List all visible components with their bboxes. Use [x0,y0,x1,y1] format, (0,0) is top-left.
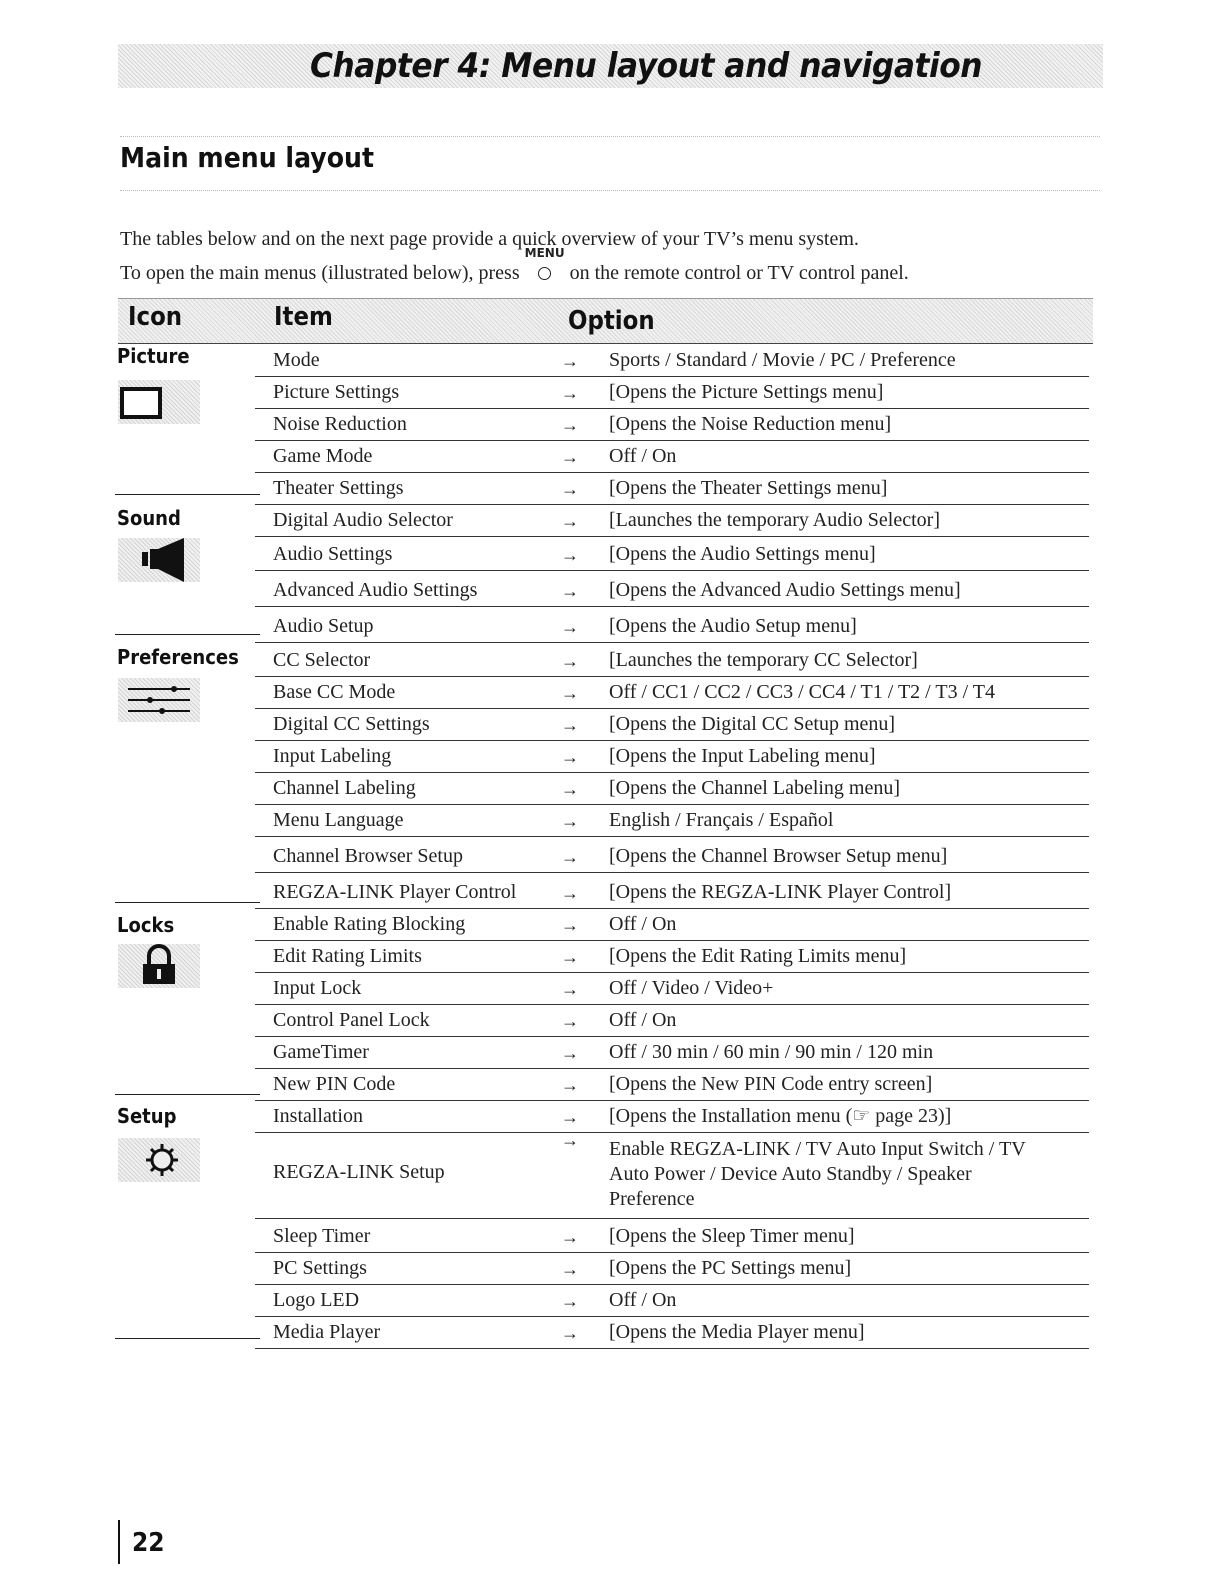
category-divider [115,902,260,903]
option-value: [Opens the Installation menu (☞ page 23)] [609,1105,952,1127]
option-value: Off / On [609,1289,677,1311]
item-label: Theater Settings [273,477,404,499]
header-item: Item [274,302,333,332]
option-value: [Opens the Edit Rating Limits menu] [609,945,907,967]
item-label: Digital Audio Selector [273,509,453,531]
arrow-icon: → [561,779,579,799]
table-row [255,1068,1089,1101]
option-value: Off / CC1 / CC2 / CC3 / CC4 / T1 / T2 / T3 / T4 [609,681,995,703]
table-row [255,408,1089,441]
option-value: [Opens the Input Labeling menu] [609,745,876,767]
arrow-icon: → [561,1107,579,1127]
category-setup: Setup [117,1104,177,1128]
section-title: Main menu layout [120,141,375,174]
table-row [255,570,1089,607]
intro-line-2 [120,246,909,285]
item-label: Audio Settings [273,543,393,565]
option-value: [Opens the Sleep Timer menu] [609,1225,855,1247]
arrow-icon: → [561,1043,579,1063]
item-label: Logo LED [273,1289,360,1311]
arrow-icon: → [561,715,579,735]
intro-line-1: The tables below and on the next page provide a quick overview of your TV’s menu system. [120,228,859,250]
table-row [255,1100,1089,1133]
page-number: 22 [132,1528,165,1558]
arrow-icon: → [561,581,579,601]
item-label: Game Mode [273,445,373,467]
arrow-icon: → [561,1259,579,1279]
item-label: Edit Rating Limits [273,945,422,967]
item-label: Sleep Timer [273,1225,371,1247]
item-label: GameTimer [273,1041,369,1063]
option-value: Off / On [609,913,677,935]
arrow-icon: → [561,979,579,999]
intro-line-2-end: on the remote control or TV control panel. [569,262,909,284]
arrow-icon: → [561,1011,579,1031]
option-value: English / Français / Español [609,809,834,831]
option-value: [Opens the Advanced Audio Settings menu] [609,579,961,601]
option-value: [Opens the REGZA-LINK Player Control] [609,881,952,903]
table-row [255,472,1089,505]
item-label: Noise Reduction [273,413,407,435]
option-value: [Opens the Picture Settings menu] [609,381,884,403]
speaker-icon [118,538,200,582]
category-divider [115,1094,260,1095]
chapter-title: Chapter 4: Menu layout and navigation [310,46,983,86]
section-rule-top [120,136,1100,137]
arrow-icon: → [561,651,579,671]
item-label: Enable Rating Blocking [273,913,466,935]
option-value: Off / On [609,445,677,467]
category-preferences: Preferences [117,645,239,669]
option-value: [Opens the New PIN Code entry screen] [609,1073,933,1095]
table-row [255,1036,1089,1069]
arrow-icon: → [561,545,579,565]
item-label: REGZA-LINK Player Control [273,881,517,903]
option-value: [Opens the Channel Labeling menu] [609,777,901,799]
table-row [255,908,1089,941]
arrow-icon: → [561,511,579,531]
item-label: Channel Labeling [273,777,416,799]
table-row [255,1252,1089,1285]
table-row [255,504,1089,537]
item-label: New PIN Code [273,1073,396,1095]
option-value: [Opens the Audio Setup menu] [609,615,857,637]
table-row [255,740,1089,773]
table-row [255,676,1089,709]
table-row [255,1284,1089,1317]
arrow-icon: → [561,1291,579,1311]
table-row [255,972,1089,1005]
arrow-icon: → [561,1130,579,1150]
item-label: Menu Language [273,809,404,831]
item-label: Input Labeling [273,745,392,767]
item-label: Channel Browser Setup [273,845,463,867]
arrow-icon: → [561,447,579,467]
arrow-icon: → [561,947,579,967]
menu-key-icon [524,246,565,285]
table-row [255,804,1089,837]
table-row [255,1218,1089,1253]
option-value: [Opens the PC Settings menu] [609,1257,852,1279]
item-label: PC Settings [273,1257,367,1279]
option-value: [Opens the Theater Settings menu] [609,477,888,499]
item-label: Input Lock [273,977,362,999]
arrow-icon: → [561,883,579,903]
table-row [255,536,1089,571]
table-row [255,940,1089,973]
table-row [255,836,1089,873]
picture-icon [118,380,200,424]
gear-icon [118,1138,200,1182]
table-row [255,376,1089,409]
arrow-icon: → [561,479,579,499]
category-divider [115,634,260,635]
arrow-icon: → [561,847,579,867]
arrow-icon: → [561,811,579,831]
item-label: Audio Setup [273,615,374,637]
arrow-icon: → [561,915,579,935]
item-label: Control Panel Lock [273,1009,430,1031]
sliders-icon [118,678,200,722]
arrow-icon: → [561,383,579,403]
item-label: Base CC Mode [273,681,396,703]
header-icon: Icon [128,302,183,332]
item-label: Media Player [273,1321,381,1343]
lock-icon [118,944,200,988]
category-locks: Locks [117,913,175,937]
option-value: Off / Video / Video+ [609,977,774,999]
option-value: [Launches the temporary Audio Selector] [609,509,940,531]
table-row [255,440,1089,473]
item-label: Mode [273,349,320,371]
arrow-icon: → [561,1227,579,1247]
option-value: Sports / Standard / Movie / PC / Preference [609,349,956,371]
item-label: Advanced Audio Settings [273,579,478,601]
table-row [255,606,1089,643]
menu-key-label: MENU [524,246,565,260]
item-label: CC Selector [273,649,371,671]
category-divider [115,1338,260,1339]
category-picture: Picture [117,344,190,368]
option-value: [Opens the Media Player menu] [609,1321,865,1343]
item-label: Digital CC Settings [273,713,430,735]
option-value: [Launches the temporary CC Selector] [609,649,918,671]
arrow-icon: → [561,1323,579,1343]
menu-button-circle [538,267,551,280]
arrow-icon: → [561,617,579,637]
table-row [255,1004,1089,1037]
option-value: Enable REGZA-LINK / TV Auto Input Switch / TV Auto Power / Device Auto Standby / Speaker Preference [609,1138,1026,1210]
item-label: Installation [273,1105,363,1127]
table-row [255,772,1089,805]
option-value: [Opens the Channel Browser Setup menu] [609,845,948,867]
table-row [255,708,1089,741]
table-row [255,642,1089,677]
section-rule-bottom [120,190,1100,191]
option-value: Off / 30 min / 60 min / 90 min / 120 min [609,1041,934,1063]
option-value: [Opens the Noise Reduction menu] [609,413,892,435]
table-row [255,872,1089,909]
option-value: Off / On [609,1009,677,1031]
page-number-bar [118,1520,120,1564]
table-row [255,1316,1089,1349]
table-row [255,340,1089,377]
table-row [255,1132,1089,1219]
header-option: Option [568,306,655,336]
arrow-icon: → [561,415,579,435]
option-value: [Opens the Digital CC Setup menu] [609,713,896,735]
category-sound: Sound [117,506,181,530]
intro-line-2-start: To open the main menus (illustrated below), press [120,262,520,284]
option-value: [Opens the Audio Settings menu] [609,543,876,565]
arrow-icon: → [561,1075,579,1095]
arrow-icon: → [561,683,579,703]
arrow-icon: → [561,747,579,767]
item-label: REGZA-LINK Setup [273,1161,445,1183]
arrow-icon: → [561,351,579,371]
category-divider [115,494,260,495]
item-label: Picture Settings [273,381,400,403]
